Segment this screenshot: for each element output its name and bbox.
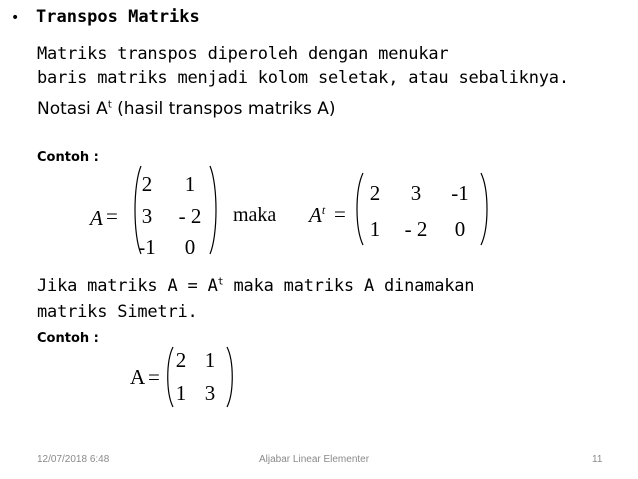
matrix-a-cell-r3c1: -1 bbox=[138, 235, 156, 259]
matrix-at-right-paren bbox=[479, 172, 491, 246]
matrix-at-cell-r2c2: - 2 bbox=[404, 217, 428, 241]
matrix-at-name bbox=[309, 203, 325, 228]
matrix-at-cell-r2c1: 1 bbox=[369, 217, 381, 241]
footer-page-number: 11 bbox=[592, 454, 603, 465]
matrix-at-cell-r2c3: 0 bbox=[454, 217, 466, 241]
matrix-a-right-paren bbox=[208, 165, 220, 255]
matrix-s-cell-r2c2: 3 bbox=[204, 381, 216, 405]
matrix-s-cell-r2c1: 1 bbox=[175, 381, 187, 405]
matrix-a-name: A bbox=[90, 206, 103, 230]
matrix-at-cell-r1c3: -1 bbox=[451, 181, 469, 205]
matrix-s-cell-r1c1: 2 bbox=[175, 348, 187, 372]
matrix-a-equals: = bbox=[106, 204, 118, 228]
definition-line-1: Matriks transpos diperoleh dengan menukar bbox=[37, 44, 449, 64]
matrix-a-cell-r2c1: 3 bbox=[141, 204, 153, 228]
matrix-at-equals: = bbox=[334, 202, 346, 226]
notation-suffix: (hasil transpos matriks A) bbox=[111, 99, 336, 119]
matrix-s-equals: = bbox=[148, 365, 160, 389]
symmetric-line-1 bbox=[37, 276, 474, 296]
example-1-label: Contoh : bbox=[37, 150, 99, 165]
matrix-at-cell-r1c2: 3 bbox=[410, 181, 422, 205]
matrix-s-cell-r1c2: 1 bbox=[204, 348, 216, 372]
matrix-a-cell-r1c1: 2 bbox=[141, 172, 153, 196]
matrix-a-cell-r1c2: 1 bbox=[184, 172, 196, 196]
symmetric-line-1-suffix: maka matriks A dinamakan bbox=[223, 276, 475, 296]
matrix-s-name: A bbox=[130, 365, 146, 389]
matrix-at-letter: A bbox=[309, 203, 322, 227]
notation-sup: t bbox=[107, 99, 112, 111]
matrix-s-right-paren bbox=[225, 346, 235, 408]
matrix-at-sup: t bbox=[321, 203, 326, 217]
symmetric-line-1-sup: t bbox=[217, 276, 224, 288]
matrix-a-cell-r2c2: - 2 bbox=[178, 204, 202, 228]
footer-datetime: 12/07/2018 6:48 bbox=[37, 454, 110, 465]
footer-course: Aljabar Linear Elementer bbox=[259, 454, 370, 465]
notation-prefix: Notasi A bbox=[37, 99, 108, 119]
symmetric-line-1-prefix: Jika matriks A = A bbox=[37, 276, 218, 296]
section-heading: Transpos Matriks bbox=[36, 7, 200, 27]
example-2-label: Contoh : bbox=[37, 331, 99, 346]
definition-line-2: baris matriks menjadi kolom seletak, atau sebaliknya. bbox=[37, 68, 569, 88]
notation-text bbox=[37, 99, 336, 119]
bullet-icon: • bbox=[11, 10, 20, 26]
matrix-at-cell-r1c1: 2 bbox=[369, 181, 381, 205]
symmetric-line-2: matriks Simetri. bbox=[37, 302, 198, 322]
connector-maka: maka bbox=[233, 204, 277, 226]
matrix-a-cell-r3c2: 0 bbox=[184, 235, 196, 259]
